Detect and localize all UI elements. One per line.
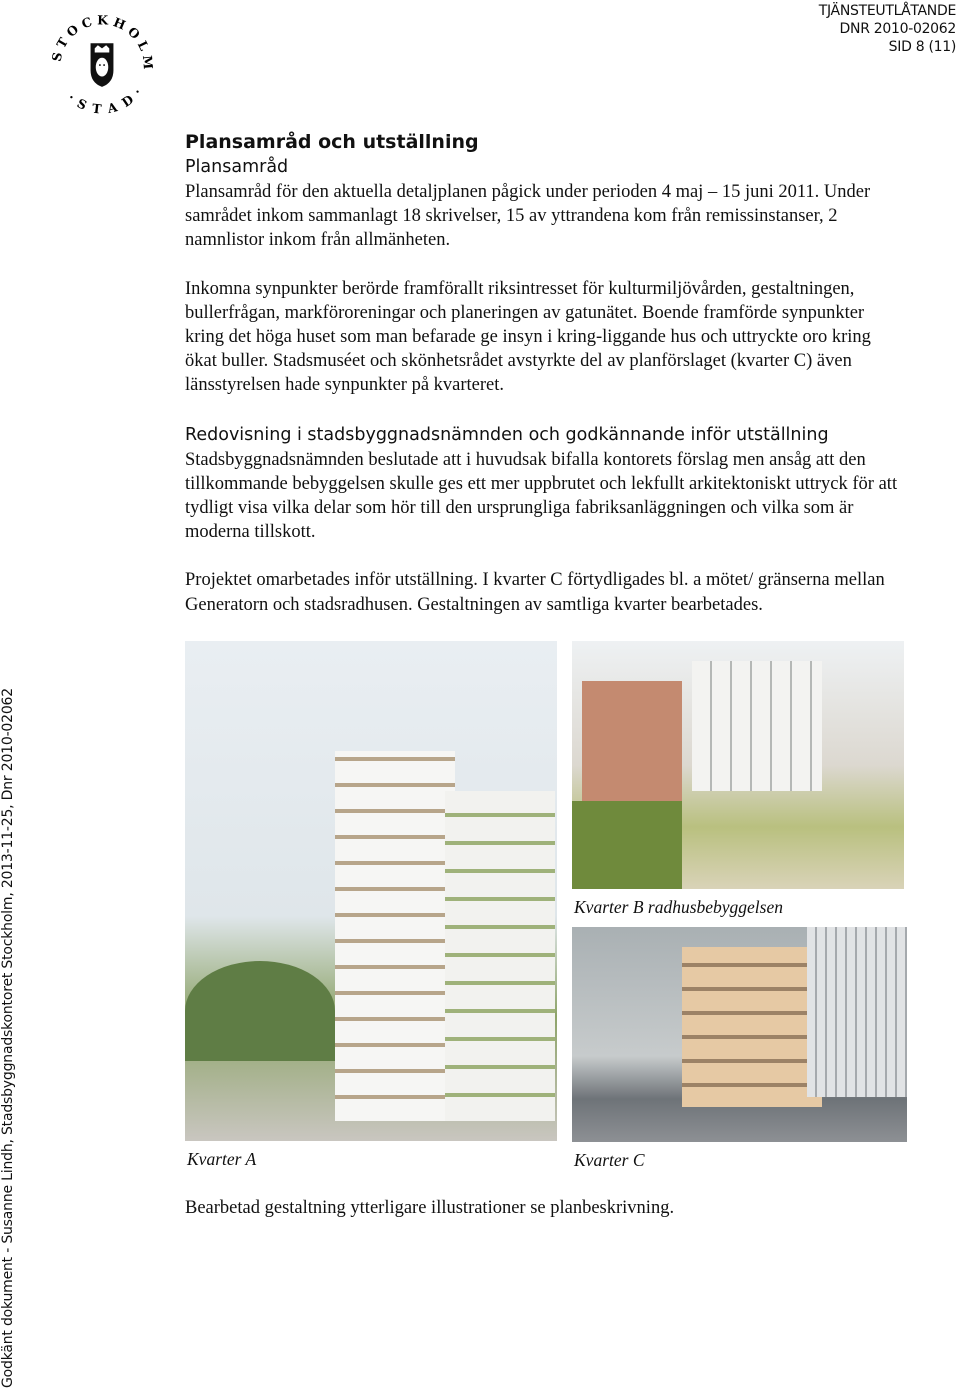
paragraph: Stadsbyggnadsnämnden beslutade att i huvudsak bifalla kontorets förslag men ansåg att den tillkommande bebyggelsen skulle ges ett mer uppbrutet och lekfullt arkitektoniskt uttryck för att tydligt visa vilka delar som hör till den ursprungliga fabriksanläggningen och vilka som är moderna tillskott. (185, 449, 898, 543)
illustration-kvarter-b (572, 641, 904, 889)
figure-column-right (572, 641, 907, 1180)
caption-kvarter-a: Kvarter A (187, 1148, 257, 1169)
page-number: SID 8 (11) (888, 39, 956, 55)
svg-text:S T O C K H O L M S: S T O C K H O L (50, 12, 152, 63)
document-header (819, 2, 956, 56)
dnr: DNR 2010-02062 (839, 21, 956, 37)
page-body (185, 130, 905, 1244)
caption-kvarter-b: Kvarter B radhusbebyggelsen (574, 896, 783, 917)
illustrations (185, 641, 905, 1180)
subsection-heading: Redovisning i stadsbyggnadsnämnden och godkännande inför utställning (185, 424, 829, 445)
illustration-kvarter-c (572, 927, 907, 1142)
illustration-kvarter-a (185, 641, 557, 1141)
approval-side-text: Godkänt dokument - Susanne Lindh, Stadsbyggnadskontoret Stockholm, 2013-11-25, Dnr 2010-02062 (0, 688, 16, 1388)
caption-kvarter-c: Kvarter C (574, 1149, 645, 1170)
stockholm-stad-logo (50, 12, 154, 116)
doc-type: TJÄNSTEUTLÅTANDE (818, 3, 956, 19)
paragraph: Plansamråd för den aktuella detaljplanen pågick under perioden 4 maj – 15 juni 2011. Under samrådet inkom sammanlagt 18 skrivelser, 15 av yttrandena kom från remissinstanser, 2 namnlistor inkom från allmänheten. (185, 182, 871, 251)
section-title: Plansamråd och utställning (185, 131, 479, 153)
svg-text:· S T A D ·: · S T A D · (65, 84, 145, 116)
subsection-heading: Plansamråd (185, 157, 289, 177)
figure-kvarter-a (185, 641, 557, 1180)
paragraph: Projektet omarbetades inför utställning. I kvarter C förtydligades bl. a mötet/ gränserna mellan Generatorn och stadsradhusen. Gestaltningen av samtliga kvarter bearbetades. (185, 570, 885, 615)
paragraph: Inkomna synpunkter berörde framförallt riksintresset för kulturmiljövården, gestaltningen, bullerfrågan, markföroreningar och planeringen av gatunätet. Boende framförde synpunkter kring det höga huset som man befarade ge insyn i kring-liggande hus och uttryckte oro kring ökat buller. Stadsmuséet och skönhetsrådet avstyrkte del av planförslaget (kvarter C) även länsstyrelsen hade synpunkter på kvarteret. (185, 278, 871, 396)
paragraph: Bearbetad gestaltning ytterligare illustrationer se planbeskrivning. (185, 1197, 675, 1218)
